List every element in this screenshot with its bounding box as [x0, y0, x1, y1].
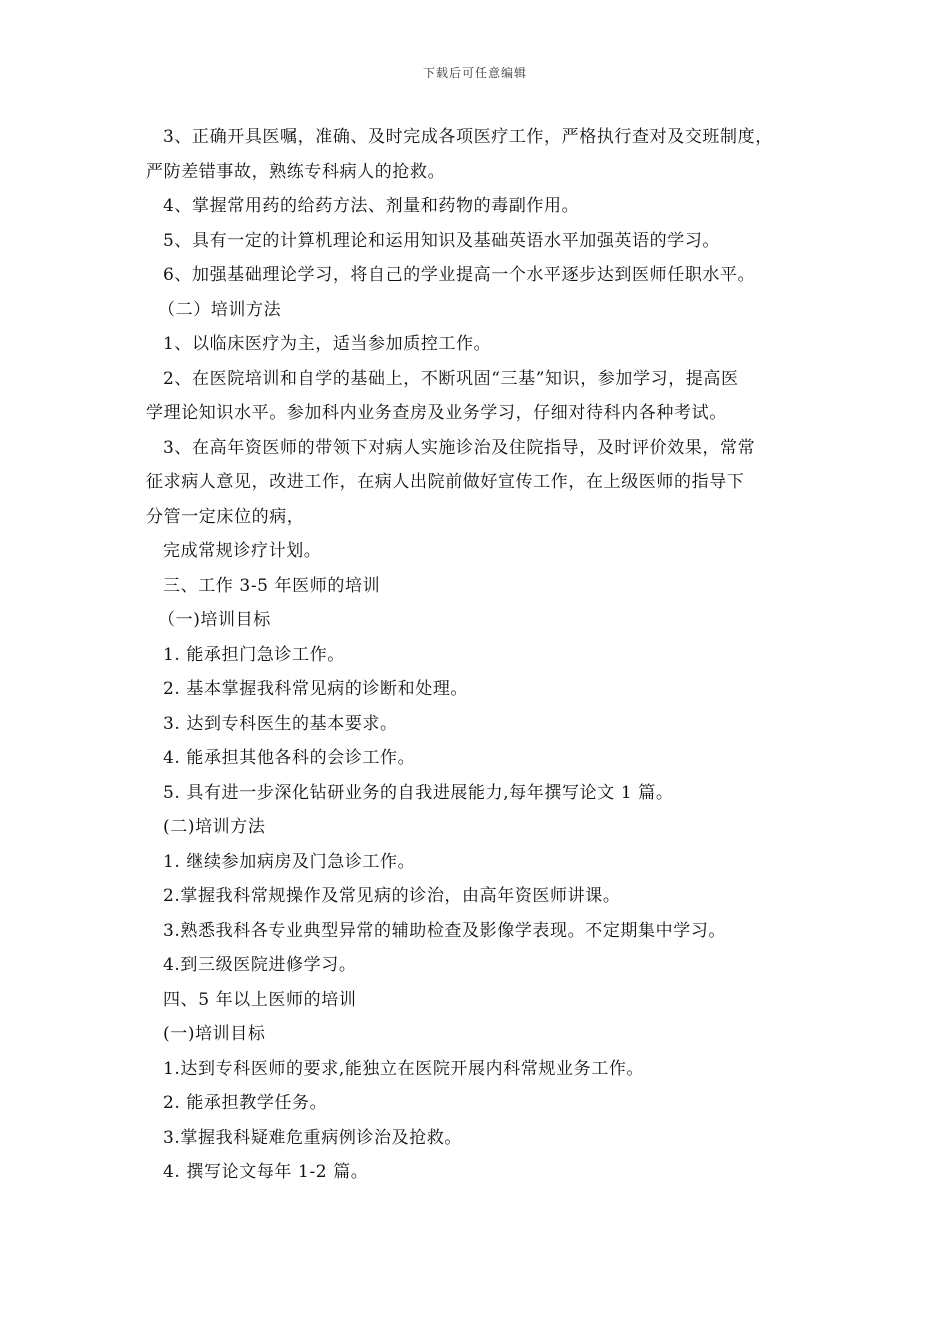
text-line: 1. 能承担门急诊工作。 [163, 644, 345, 665]
text-line: 征求病人意见，改进工作，在病人出院前做好宣传工作，在上级医师的指导下 [146, 472, 745, 492]
text-line: （一)培训目标 [158, 610, 271, 630]
text-line: 2. 能承担教学任务。 [163, 1093, 328, 1113]
text-line: 3.掌握我科疑难危重病例诊治及抢救。 [163, 1127, 463, 1148]
text-line: 三、工作 3-5 年医师的培训 [163, 575, 381, 596]
text-line: 分管一定床位的病， [146, 506, 305, 527]
text-line: 3.熟悉我科各专业典型异常的辅助检查及影像学表现。不定期集中学习。 [163, 920, 727, 941]
text-line: 严防差错事故，熟练专科病人的抢救。 [146, 161, 446, 182]
text-line: 5. 具有进一步深化钻研业务的自我进展能力,每年撰写论文 1 篇。 [163, 782, 674, 803]
text-line: 4. 能承担其他各科的会诊工作。 [163, 748, 416, 768]
text-line: 4. 撰写论文每年 1-2 篇。 [163, 1162, 369, 1182]
text-line: 4.到三级医院进修学习。 [163, 955, 357, 975]
text-line: 5、具有一定的计算机理论和运用知识及基础英语水平加强英语的学习。 [163, 230, 721, 251]
text-line: 2. 基本掌握我科常见病的诊断和处理。 [163, 679, 469, 699]
text-line: （二）培训方法 [158, 299, 282, 320]
document-body [146, 120, 826, 1190]
text-line: (二)培训方法 [163, 817, 266, 837]
text-line: 完成常规诊疗计划。 [163, 541, 322, 561]
text-line: 2、在医院培训和自学的基础上，不断巩固“三基”知识，参加学习，提高医 [163, 368, 739, 389]
text-line: 3、正确开具医嘱，准确、及时完成各项医疗工作，严格执行查对及交班制度， [163, 127, 773, 147]
text-line: 1.达到专科医师的要求,能独立在医院开展内科常规业务工作。 [163, 1058, 645, 1079]
text-line: 3、在高年资医师的带领下对病人实施诊治及住院指导，及时评价效果，常常 [163, 437, 756, 458]
text-line: 4、掌握常用药的给药方法、剂量和药物的毒副作用。 [163, 196, 580, 216]
page-header: 下载后可任意编辑 [422, 66, 527, 80]
text-line: 1、以临床医疗为主，适当参加质控工作。 [163, 334, 492, 354]
text-line: 2.掌握我科常规操作及常见病的诊治，由高年资医师讲课。 [163, 886, 621, 906]
text-line: (一)培训目标 [163, 1024, 266, 1044]
text-line: 学理论知识水平。参加科内业务查房及业务学习，仔细对待科内各种考试。 [146, 403, 727, 423]
text-line: 1. 继续参加病房及门急诊工作。 [163, 851, 416, 872]
text-line: 四、5 年以上医师的培训 [163, 989, 357, 1010]
text-line: 6、加强基础理论学习，将自己的学业提高一个水平逐步达到医师任职水平。 [163, 265, 756, 285]
text-line: 3. 达到专科医生的基本要求。 [163, 713, 398, 734]
